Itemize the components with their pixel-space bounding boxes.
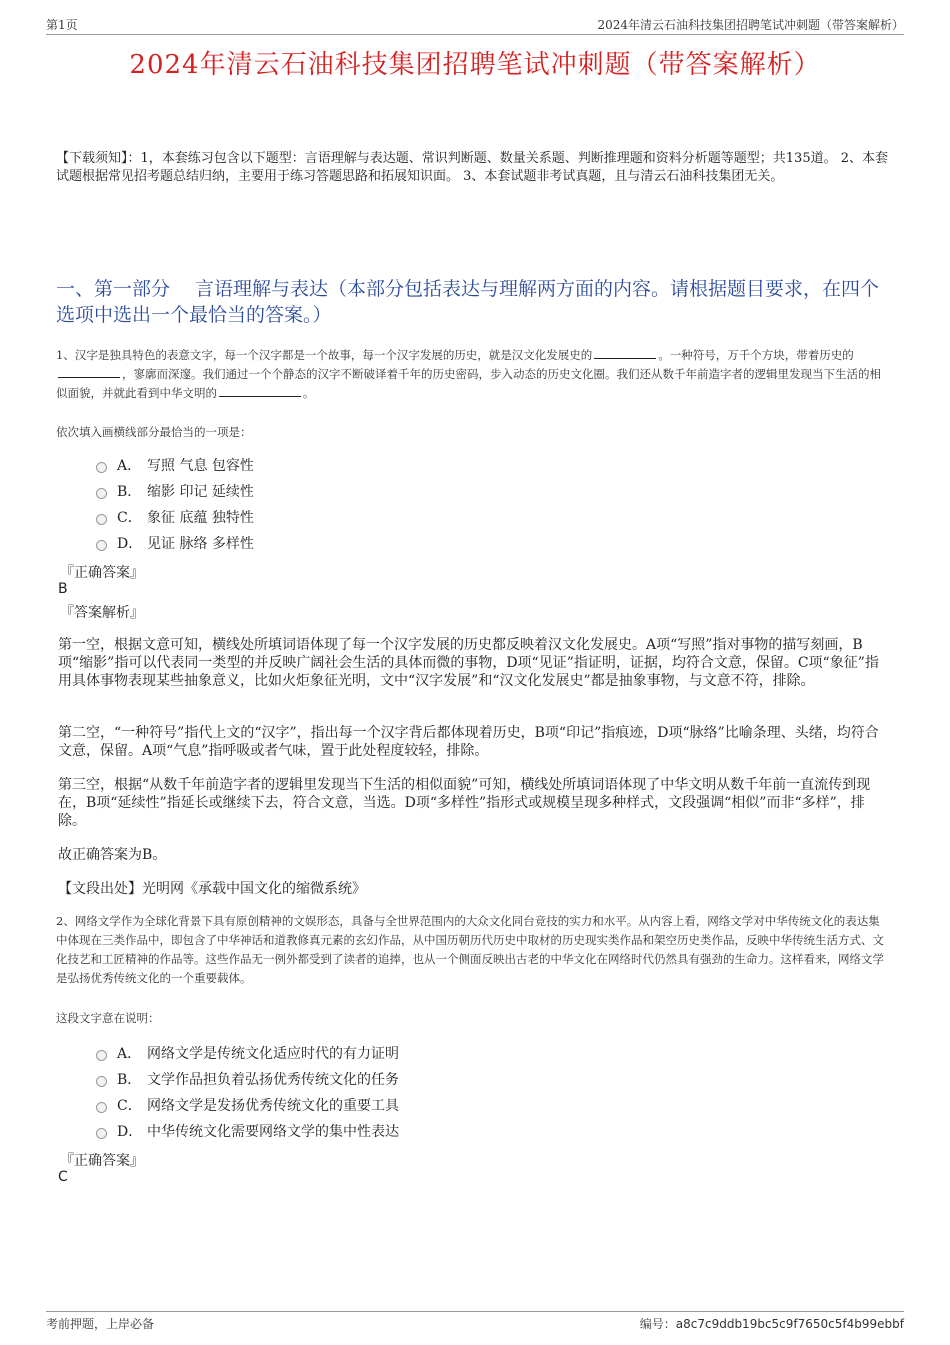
question-1-text-part-c: ，寥廓而深邃。我们通过一个个静态的汉字不断破译着千年的历史密码，步入动态的历史文化圈。我们还从数千年前造字者的逻辑里发现当下生活的相似面貌，并就此看到中华文明的: [56, 367, 881, 400]
question-2-prompt: 这段文字意在说明：: [56, 1011, 160, 1025]
option-text: 网络文学是发扬优秀传统文化的重要工具: [147, 1098, 399, 1114]
document-title: 2024年清云石油科技集团招聘笔试冲刺题（带答案解析）: [129, 50, 821, 80]
question-1-text-part-d: 。: [303, 386, 315, 400]
option-letter: A．: [117, 1046, 142, 1062]
option-letter: C．: [117, 1098, 142, 1114]
option-text: 见证 脉络 多样性: [147, 536, 254, 552]
option-b[interactable]: [96, 1066, 399, 1092]
analysis-label: 『答案解析』: [60, 605, 144, 621]
download-notice: 【下载须知】：1，本套练习包含以下题型：言语理解与表达题、常识判断题、数量关系题、判断推理题和资料分析题等题型；共135道。 2、本套试题根据常见招考题总结归纳，主要用于练习答题思路和拓展知识面。 3、本套试题非考试真题，且与清云石油科技集团无关。: [56, 151, 888, 184]
option-text: 缩影 印记 延续性: [147, 484, 254, 500]
blank-3: [219, 384, 301, 397]
option-text: 写照 气息 包容性: [147, 458, 254, 474]
footer-slogan: 考前押题，上岸必备: [46, 1317, 155, 1331]
question-1-text-part-a: 1、汉字是独具特色的表意文字，每一个汉字都是一个故事，每一个汉字发展的历史，就是汉文化发展史的: [56, 348, 593, 362]
option-d[interactable]: [96, 530, 254, 556]
document-id-label: 编号：: [639, 1317, 676, 1331]
option-c[interactable]: [96, 504, 254, 530]
option-d[interactable]: [96, 1118, 399, 1144]
question-1-text: [56, 346, 890, 403]
option-text: 文学作品担负着弘扬优秀传统文化的任务: [147, 1072, 399, 1088]
radio-icon[interactable]: [96, 1128, 107, 1139]
analysis-conclusion: 故正确答案为B。: [58, 847, 167, 863]
blank-1: [594, 346, 656, 359]
option-a[interactable]: [96, 452, 254, 478]
analysis-paragraph-3: 第三空，根据“从数千年前造字者的逻辑里发现当下生活的相似面貌”可知，横线处所填词语体现了中华文明从数千年前一直流传到现在，B项“延续性”指延长或继续下去，符合文意，当选。D项“多样性”指形式或规模呈现多种样式，文段强调“相似”而非“多样”，排除。: [58, 777, 871, 829]
option-a[interactable]: [96, 1040, 399, 1066]
radio-icon[interactable]: [96, 1050, 107, 1061]
question-1-options: [96, 452, 254, 556]
correct-answer-label: 『正确答案』: [60, 565, 144, 581]
option-letter: D．: [117, 1124, 143, 1140]
option-text: 象征 底蕴 独特性: [147, 510, 254, 526]
option-text: 中华传统文化需要网络文学的集中性表达: [147, 1124, 399, 1140]
question-1-text-part-b: 。一种符号，万千个方块，带着历史的: [658, 348, 854, 362]
correct-answer: B: [58, 581, 68, 597]
section-heading: 一、第一部分 言语理解与表达（本部分包括表达与理解两方面的内容。请根据题目要求，在四个选项中选出一个最恰当的答案。）: [56, 278, 880, 326]
option-letter: B．: [117, 484, 142, 500]
radio-icon[interactable]: [96, 462, 107, 473]
document-id-code: a8c7c9ddb19bc5c9f7650c5f4b99ebbf: [675, 1317, 904, 1331]
question-2-text: 2、网络文学作为全球化背景下具有原创精神的文娱形态，具备与全世界范围内的大众文化同台竞技的实力和水平。从内容上看，网络文学对中华传统文化的表达集中体现在三类作品中，即包含了中华神话和道教修真元素的玄幻作品，从中国历朝历代历史中取材的历史现实类作品和架空历史类作品，反映中华传统生活方式、文化技艺和工匠精神的作品等。这些作品无一例外都受到了读者的追捧，也从一个侧面反映出古老的中华文化在网络时代仍然具有强劲的生命力。这样看来，网络文学是弘扬优秀传统文化的一个重要载体。: [56, 914, 884, 985]
analysis-paragraph-2: 第二空，“一种符号”指代上文的“汉字”，指出每一个汉字背后都体现着历史，B项“印记”指痕迹，D项“脉络”比喻条理、头绪，均符合文意，保留。A项“气息”指呼吸或者气味，置于此处程度较轻，排除。: [58, 725, 879, 759]
option-letter: D．: [117, 536, 143, 552]
page-number: 第1页: [46, 18, 78, 32]
document-id: [640, 1315, 904, 1332]
question-1-prompt: 依次填入画横线部分最恰当的一项是：: [56, 425, 252, 439]
page-footer: [46, 1311, 904, 1332]
correct-answer: C: [58, 1169, 68, 1185]
option-letter: B．: [117, 1072, 142, 1088]
option-b[interactable]: [96, 478, 254, 504]
radio-icon[interactable]: [96, 540, 107, 551]
analysis-paragraph-1: 第一空，根据文意可知，横线处所填词语体现了每一个汉字发展的历史都反映着汉文化发展史。A项“写照”指对事物的描写刻画，B项“缩影”指可以代表同一类型的并反映广阔社会生活的具体而微的事物，D项“见证”指证明，证据，均符合文意，保留。C项“象征”指用具体事物表现某些抽象意义，比如火炬象征光明，文中“汉字发展”和“汉文化发展史”都是抽象事物，与文意不符，排除。: [58, 637, 879, 689]
option-letter: C．: [117, 510, 142, 526]
text-source: 【文段出处】光明网《承载中国文化的缩微系统》: [58, 881, 366, 897]
page-header: [46, 14, 904, 35]
running-title: 2024年清云石油科技集团招聘笔试冲刺题（带答案解析）: [597, 18, 904, 32]
option-text: 网络文学是传统文化适应时代的有力证明: [147, 1046, 399, 1062]
blank-2: [58, 365, 120, 378]
radio-icon[interactable]: [96, 1102, 107, 1113]
question-2-options: [96, 1040, 399, 1144]
option-c[interactable]: [96, 1092, 399, 1118]
radio-icon[interactable]: [96, 514, 107, 525]
correct-answer-label: 『正确答案』: [60, 1153, 144, 1169]
radio-icon[interactable]: [96, 1076, 107, 1087]
option-letter: A．: [117, 458, 142, 474]
radio-icon[interactable]: [96, 488, 107, 499]
